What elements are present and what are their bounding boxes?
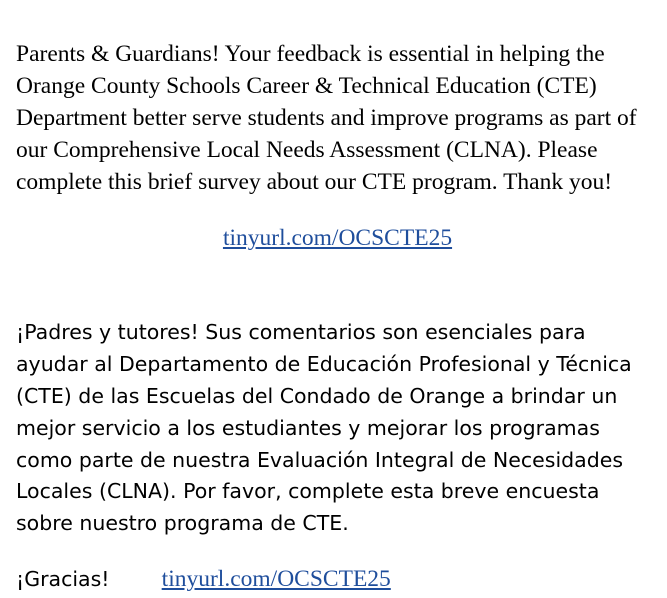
spanish-survey-link[interactable]: tinyurl.com/OCSCTE25 — [161, 565, 391, 592]
english-paragraph: Parents & Guardians! Your feedback is essential in helping the Orange County Schools Career & Technical Education (CTE) Department better serve students and improve programs as part of our Comprehensive Local Needs Assessment (CLNA). Please complete this brief survey about our CTE program. Thank you! — [16, 40, 637, 196]
spanish-paragraph: ¡Padres y tutores! Sus comentarios son esenciales para ayudar al Departamento de Educación Profesional y Técnica (CTE) de las Escuelas del Condado de Orange a brindar un mejor servicio a los estudiantes y mejorar los programas como parte de nuestra Evaluación Integral de Necesidades Locales (CLNA). Por favor, complete esta breve encuesta sobre nuestro programa de CTE. — [16, 319, 632, 536]
spanish-closing-line — [16, 561, 651, 598]
english-survey-link[interactable]: tinyurl.com/OCSCTE25 — [222, 224, 453, 251]
section-spacer — [16, 254, 651, 296]
english-link-line — [16, 222, 651, 254]
spanish-closing-text: ¡Gracias! — [16, 566, 110, 591]
